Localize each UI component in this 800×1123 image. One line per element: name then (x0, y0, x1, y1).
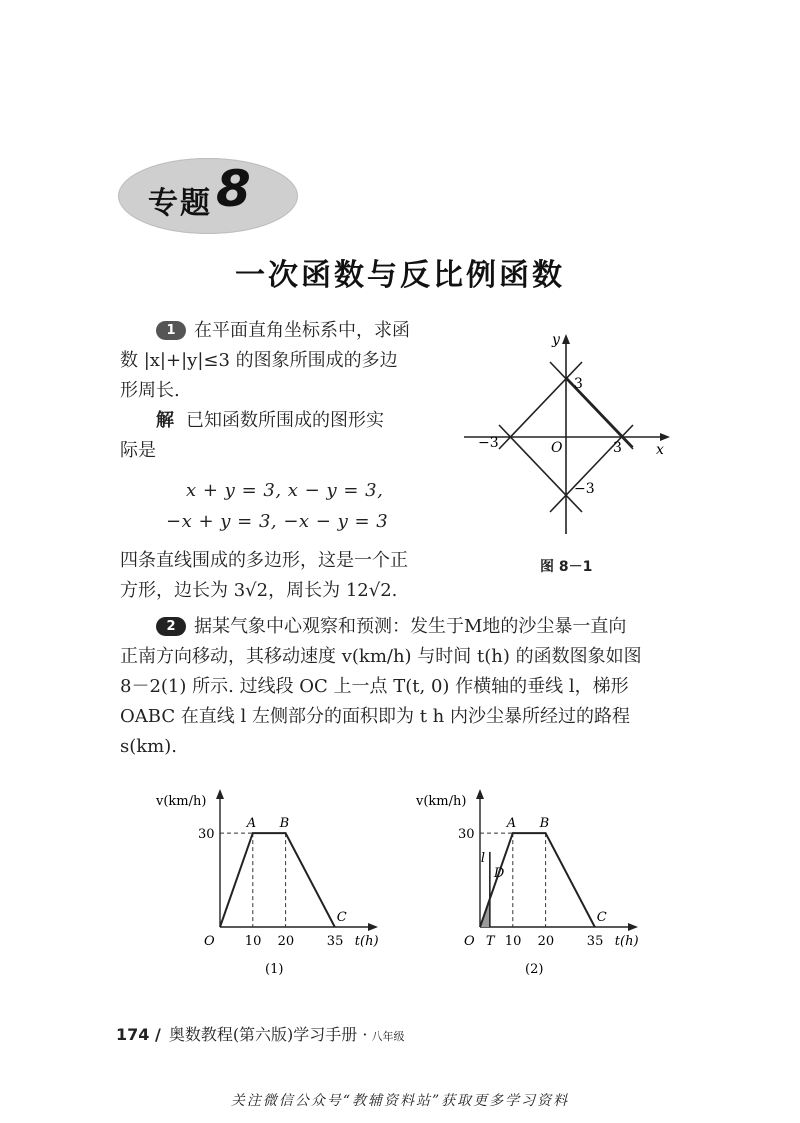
solution-line-1: 解 已知函数所围成的图形实 (156, 410, 384, 431)
equation-line-2: −x + y = 3, −x − y = 3 (166, 511, 389, 532)
chart1-ylabel: v(km/h) (156, 794, 207, 809)
chart2-point-d: D (493, 865, 505, 881)
topic-label: 专题 (148, 186, 212, 221)
chart1-xlabel: t(h) (354, 934, 379, 949)
figure-8-2-2 (410, 785, 650, 985)
problem2-statement (120, 612, 700, 762)
problem1-statement (120, 316, 480, 466)
chart2-line-l-label: l (480, 850, 486, 866)
origin-label: O (551, 440, 563, 456)
chapter-title: 一次函数与反比例函数 (235, 258, 565, 293)
axis-label-x: x (656, 442, 664, 458)
problem1-line-3: 形周长. (120, 380, 180, 401)
tick-x-neg: −3 (478, 435, 499, 451)
line-neg-x-neg-y-3 (499, 425, 582, 512)
axis-label-y: y (552, 332, 560, 348)
figure-8-1-caption: 图 8－1 (540, 559, 593, 575)
chart2-point-b: B (539, 816, 550, 832)
line-x-neg-y-3 (550, 425, 633, 512)
chart1-x-arrow (368, 923, 378, 931)
tick-x-pos: 3 (613, 440, 622, 456)
chart2-xlabel: t(h) (614, 934, 639, 949)
tick-y-neg: −3 (574, 481, 595, 497)
problem-number-badge-2: 2 (156, 617, 186, 636)
watermark: 关注微信公众号“教辅资料站”获取更多学习资料 (230, 1093, 570, 1109)
topic-number: 8 (216, 160, 251, 218)
conclusion-line-2: 方形，边长为 3√2，周长为 12√2. (120, 580, 398, 601)
problem1-line-1: 1 在平面直角坐标系中，求函 (120, 316, 480, 346)
problem2-line-5: s(km). (120, 736, 177, 757)
chart1-y-arrow (216, 789, 224, 799)
line-x-plus-y-3 (550, 362, 633, 449)
chart1-point-c: C (336, 910, 347, 925)
solution-line-2: 际是 (120, 440, 156, 461)
problem2-line-4: OABC 在直线 l 左侧部分的面积即为 t h 内沙尘暴所经过的路程 (120, 706, 631, 727)
chart2-x-arrow (628, 923, 638, 931)
book-title: 奥数教程(第六版)学习手册 · (168, 1025, 368, 1044)
problem1-line-2: 数 |x|+|y|≤3 的图象所围成的多边 (120, 350, 398, 371)
chart2-xtick-10: 10 (504, 934, 522, 949)
problem1-conclusion (120, 546, 500, 606)
chart1-point-o: O (204, 934, 215, 949)
problem2-line-1: 2 据某气象中心观察和预测：发生于M地的沙尘暴一直向 (120, 612, 700, 642)
figure-8-2-1 (150, 785, 390, 985)
chart2-point-c: C (596, 910, 607, 925)
chart1-trapezoid-line (220, 833, 335, 927)
chart1-xtick-35: 35 (326, 934, 344, 949)
chart2-xtick-35: 35 (586, 934, 604, 949)
problem-number-badge: 1 (156, 321, 186, 340)
chart1-point-b: B (279, 816, 290, 832)
problem2-line-3: 8－2(1) 所示. 过线段 OC 上一点 T(t, 0) 作横轴的垂线 l，梯形 (120, 676, 629, 697)
chart2-ylabel: v(km/h) (416, 794, 467, 809)
chart1-ytick-30: 30 (198, 827, 215, 843)
chart2-y-arrow (476, 789, 484, 799)
chart2-xtick-20: 20 (537, 934, 555, 949)
chart2-ytick-30: 30 (458, 827, 475, 843)
conclusion-line-1: 四条直线围成的多边形，这是一个正 (120, 550, 408, 571)
line-neg-x-plus-y-3 (499, 362, 582, 449)
x-axis-arrow (660, 433, 670, 441)
equation-line-1: x + y = 3, x − y = 3, (186, 480, 384, 501)
chart2-title: (2) (525, 962, 544, 977)
y-axis-arrow (562, 334, 570, 344)
figure-8-1 (458, 322, 680, 542)
problem2-line-2: 正南方向移动，其移动速度 v(km/h) 与时间 t(h) 的函数图象如图 (120, 646, 642, 667)
chart1-xtick-20: 20 (277, 934, 295, 949)
grade-label: 八年级 (371, 1030, 405, 1043)
chart2-point-t: T (485, 934, 495, 949)
chart1-point-a: A (246, 816, 257, 832)
tick-y-pos: 3 (574, 376, 583, 392)
chart2-point-a: A (506, 816, 517, 832)
chart1-title: (1) (265, 962, 284, 977)
page-footer (116, 1022, 404, 1045)
page-number: 174 / (116, 1025, 161, 1044)
solution-label: 解 (156, 410, 174, 431)
chart2-point-o: O (464, 934, 475, 949)
chart1-xtick-10: 10 (244, 934, 262, 949)
